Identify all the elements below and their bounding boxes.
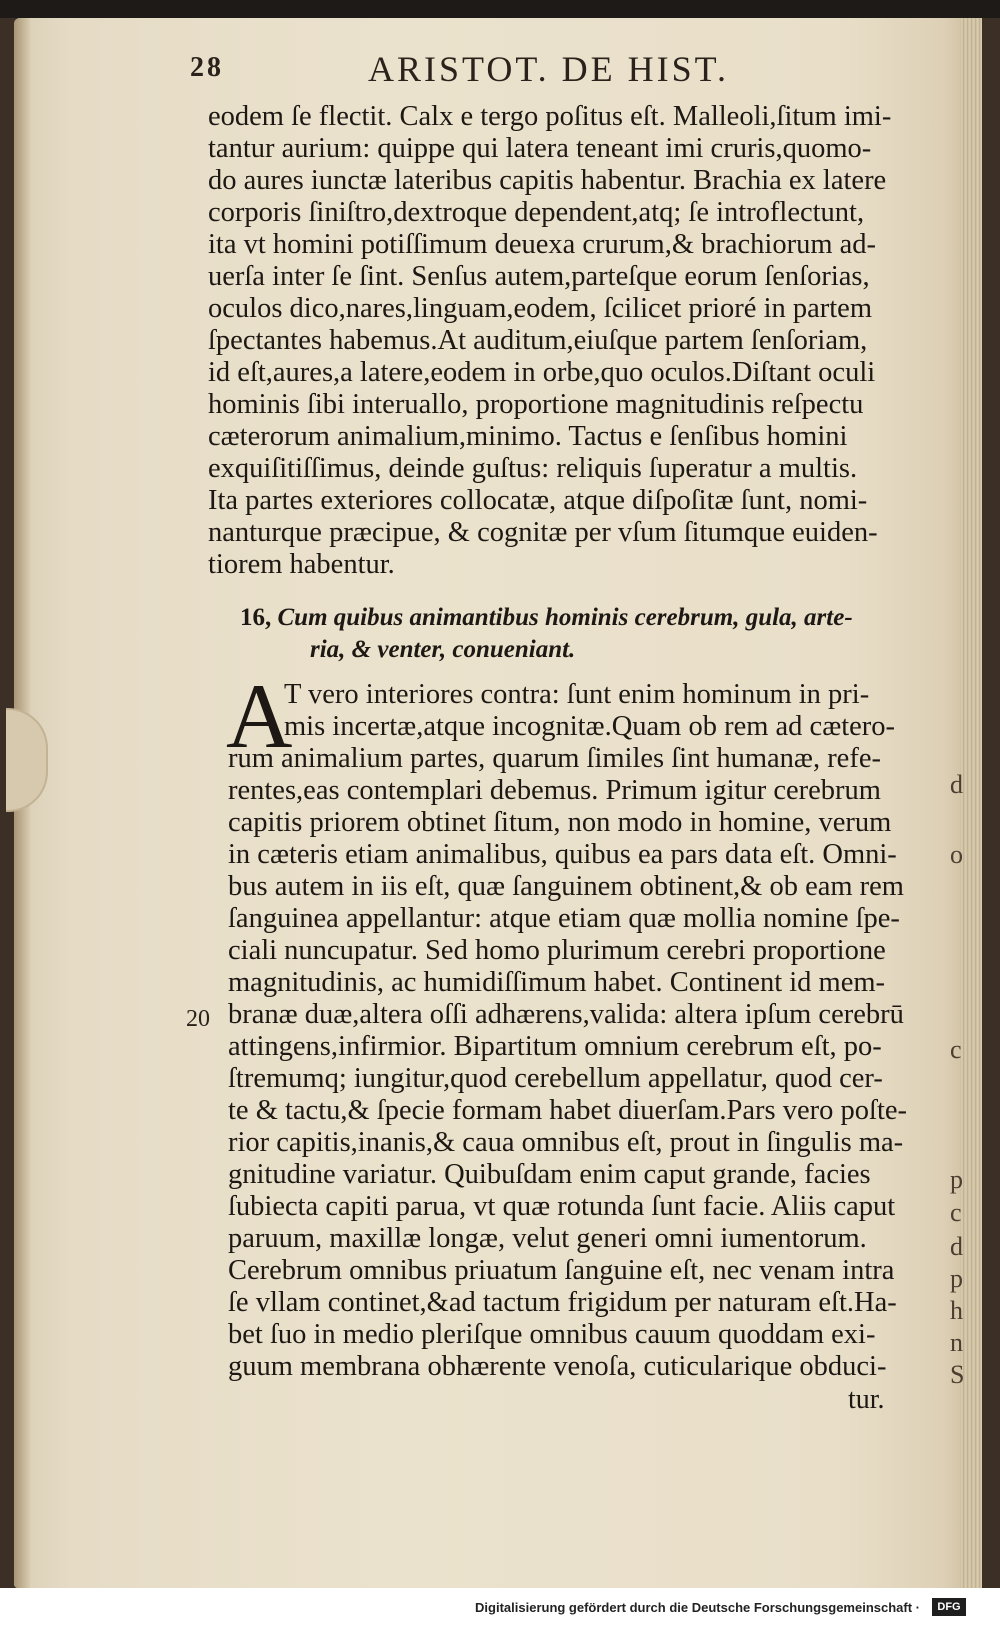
text-line: tantur aurium: quippe qui latera teneant imi cruris,quomo- (208, 133, 872, 164)
footer-bar (0, 1588, 1000, 1628)
text-line: ſpectantes habemus.At auditum,eiuſque partem ſenſoriam, (208, 325, 868, 356)
text-line: bet ſuo in medio pleriſque omnibus cauum quoddam exi- (228, 1319, 876, 1350)
text-line: hominis ſibi interuallo, proportione magnitudinis reſpectu (208, 389, 864, 420)
text-line: tiorem habentur. (208, 549, 395, 580)
drop-cap: A (226, 665, 293, 767)
text-line: magnitudinis, ac humidiſſimum habet. Continent id mem- (228, 967, 886, 998)
margin-line-number: 20 (186, 1006, 210, 1032)
text-line: nanturque præcipue, & cognitæ per vſum ſitumque euiden- (208, 517, 878, 548)
text-line: oculos dico,nares,linguam,eodem, ſcilicet prioré in partem (208, 293, 872, 324)
text-line: ſtremumq; iungitur,quod cerebellum appellatur, quod cer- (228, 1063, 883, 1094)
top-bar (0, 0, 1000, 18)
text-line: rior capitis,inanis,& caua omnibus eſt, prout in ſingulis ma- (228, 1127, 904, 1158)
edge-letter: c (950, 1035, 962, 1064)
section-number: 16, (240, 604, 272, 631)
section-title-line1: Cum quibus animantibus hominis cerebrum, gula, arte- (277, 604, 853, 631)
edge-letter: c (950, 1198, 962, 1227)
text-line: T vero interiores contra: ſunt enim hominum in pri- (284, 679, 870, 710)
text-line: guum membrana obhærente venoſa, cuticularique obduci- (228, 1351, 887, 1382)
text-line: eodem ſe flectit. Calx e tergo poſitus eſt. Malleoli,ſitum imi- (208, 101, 892, 132)
text-line: cæterorum animalium,minimo. Tactus e ſenſibus homini (208, 421, 848, 452)
text-line: in cæteris etiam animalibus, quibus ea pars data eſt. Omni- (228, 839, 897, 870)
text-line: exquiſitiſſimus, deinde guſtus: reliquis ſuperatur a multis. (208, 453, 858, 484)
text-line: bus autem in iis eſt, quæ ſanguinem obtinent,& ob eam rem (228, 871, 904, 902)
text-line: attingens,infirmior. Bipartitum omnium cerebrum eſt, po- (228, 1031, 882, 1062)
edge-letter: h (950, 1296, 963, 1325)
text-line: do aures iunctæ lateribus capitis habentur. Brachia ex latere (208, 165, 887, 196)
edge-letter: n (950, 1328, 963, 1357)
page-header (190, 48, 890, 94)
text-line: Ita partes exteriores collocatæ, atque diſpoſitæ ſunt, nomi- (208, 485, 868, 516)
text-line: ſe vllam continet,&ad tactum frigidum per naturam eſt.Ha- (228, 1287, 897, 1318)
text-line: gnitudine variatur. Quibuſdam enim caput grande, facies (228, 1159, 871, 1190)
edge-letter: o (950, 840, 963, 869)
text-line: branæ duæ,altera oſſi adhærens,valida: altera ipſum cerebrū (228, 999, 904, 1030)
text-line: paruum, maxillæ longæ, velut generi omni iumentorum. (228, 1223, 867, 1254)
page-number: 28 (190, 52, 224, 83)
text-line: ſanguinea appellantur: atque etiam quæ mollia nomine ſpe- (228, 903, 900, 934)
text-line: id eſt,aures,a latere,eodem in orbe,quo oculos.Diſtant oculi (208, 357, 876, 388)
dfg-logo: DFG (932, 1598, 966, 1616)
edge-letter: p (950, 1264, 963, 1293)
catchword: tur. (848, 1384, 885, 1415)
edge-letter: d (950, 770, 963, 799)
book-clasp (6, 708, 48, 812)
text-line: capitis priorem obtinet ſitum, non modo in homine, verum (228, 807, 892, 838)
text-line: ciali nuncupatur. Sed homo plurimum cerebri proportione (228, 935, 886, 966)
edge-letter: p (950, 1165, 963, 1194)
edge-letter: d (950, 1232, 963, 1261)
text-line: corporis ſiniſtro,dextroque dependent,atq; ſe introflectunt, (208, 197, 865, 228)
text-line: rentes,eas contemplari debemus. Primum igitur cerebrum (228, 775, 881, 806)
edge-letter: S (950, 1360, 965, 1389)
text-line: te & tactu,& ſpecie formam habet diuerſam.Pars vero poſte- (228, 1095, 908, 1126)
text-line: rum animalium partes, quarum ſimiles ſint humanæ, refe- (228, 743, 881, 774)
section-title-line2: ria, & venter, conueniant. (310, 636, 576, 663)
running-head: ARISTOT. DE HIST. (368, 49, 729, 89)
funding-credit: Digitalisierung gefördert durch die Deutsche Forschungsgemeinschaft · (475, 1600, 920, 1615)
text-line: ita vt homini potiſſimum deuexa crurum,& brachiorum ad- (208, 229, 877, 260)
text-line: ſubiecta capiti parua, vt quæ rotunda ſunt facie. Aliis caput (228, 1191, 896, 1222)
text-line: uerſa inter ſe ſint. Senſus autem,parteſque eorum ſenſorias, (208, 261, 870, 292)
text-line: Cerebrum omnibus priuatum ſanguine eſt, nec venam intra (228, 1255, 895, 1286)
section-heading (240, 602, 890, 634)
text-line: mis incertæ,atque incognitæ.Quam ob rem ad cætero- (284, 711, 896, 742)
